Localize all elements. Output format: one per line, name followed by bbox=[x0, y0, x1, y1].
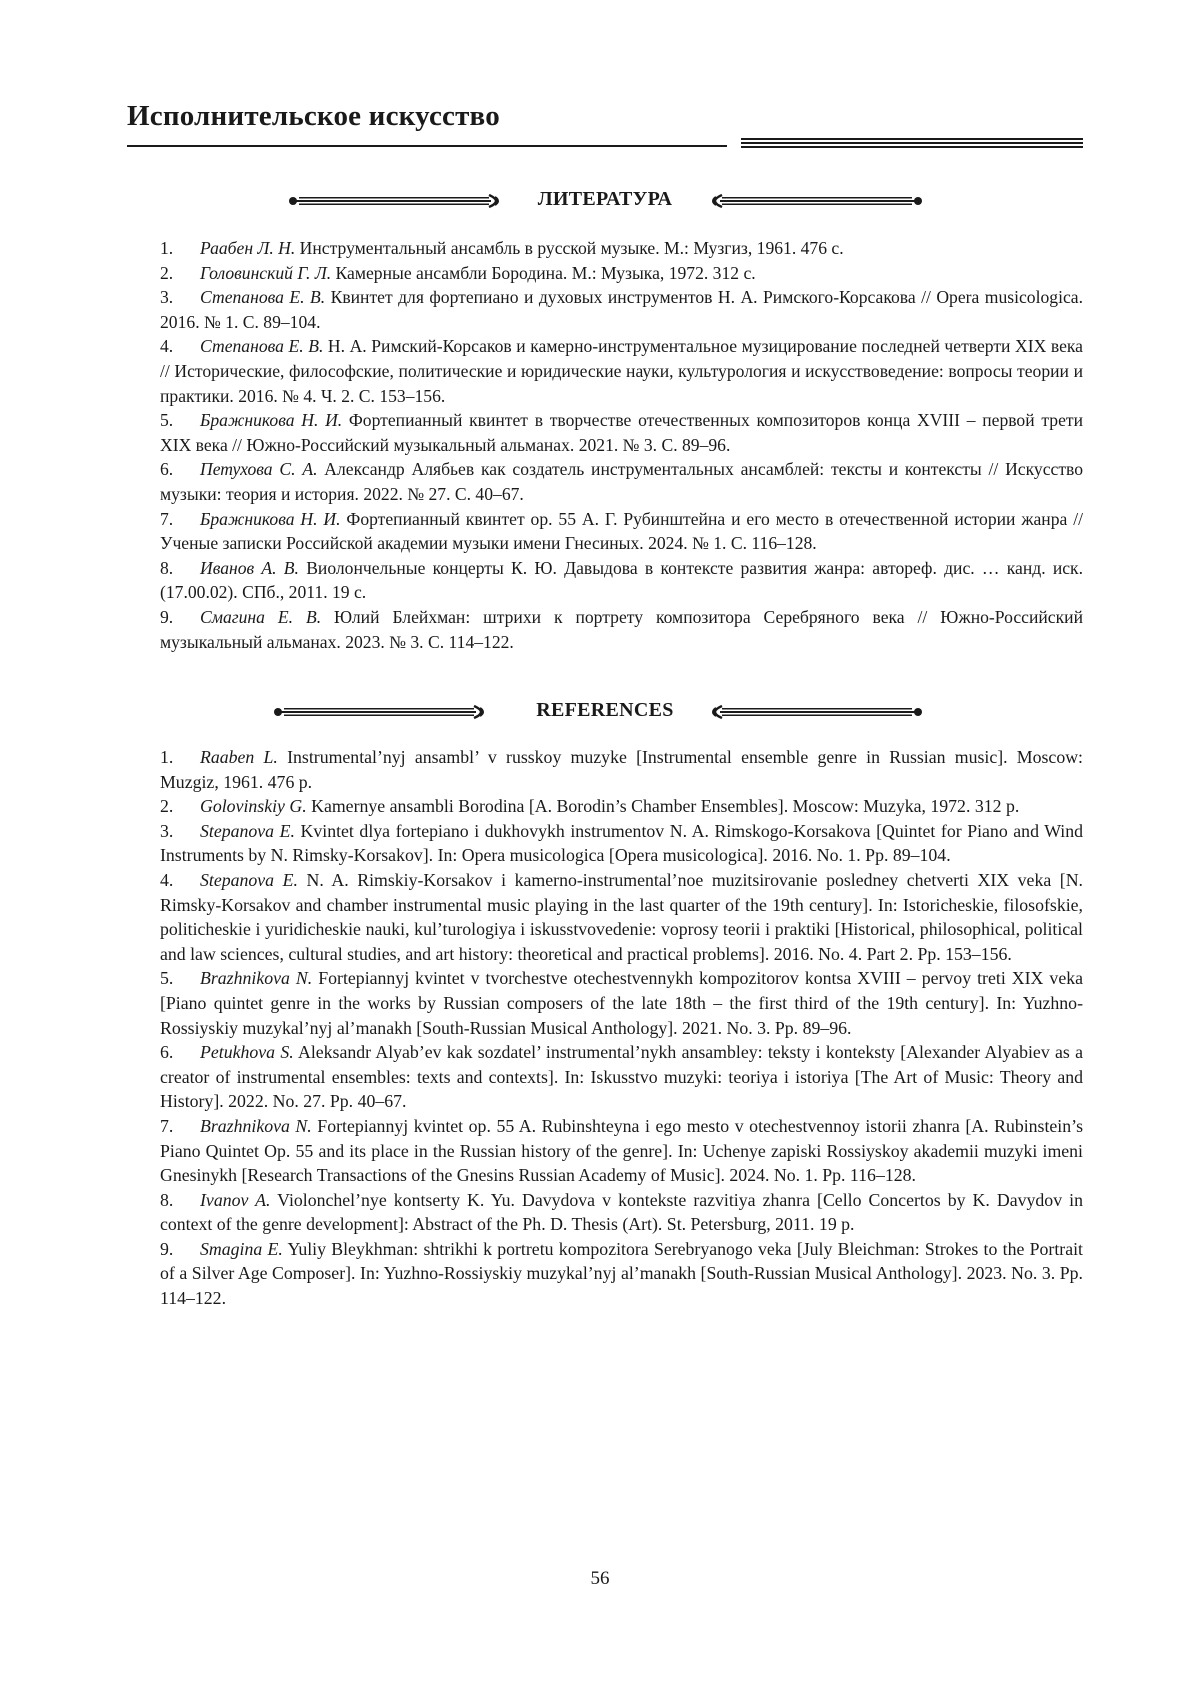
list-item: 4. Stepanova E. N. A. Rimskiy-Korsakov i kamerno-instrumental’noe muzitsirovanie posledney chetverti XIX veka [N. Rimsky-Korsakov and chamber instrumental music playing in the last quarter of the 19th century]. In: Istoricheskie, filosofskie, politicheskie i yuridicheskie nauki, kul’turologiya i iskusstvovedenie: voprosy teorii i praktiki [Historical, philosophical, political and law sciences, cultural studies, and art history: theoretical and practical problems]. 2016. No. 4. Part 2. Pp. 153–156. bbox=[160, 869, 1084, 964]
reference-list-ru bbox=[160, 236, 1083, 654]
list-item: 7. Бражникова Н. И. Фортепианный квинтет op. 55 А. Г. Рубинштейна и его место в отечественной истории жанра // Ученые записки Российской академии музыки имени Гнесиных. 2024. № 1. С. 116–128. bbox=[160, 508, 1083, 554]
list-item: 9. Smagina E. Yuliy Bleykhman: shtrikhi k portretu kompozitora Serebryanogo veka [July Bleichman: Strokes to the Portrait of a Silver Age Composer]. In: Yuzhno-Rossiyskiy muzykal’nyj al’manakh [South-Russian Musical Anthology]. 2023. No. 3. Pp. 114–122. bbox=[160, 1238, 1083, 1309]
list-item: 7. Brazhnikova N. Fortepiannyj kvintet op. 55 A. Rubinshteyna i ego mesto v otechestvennoy istorii zhanra [A. Rubinstein’s Piano Quintet Op. 55 and its place in the Russian history of the genre]. In: Uchenye zapiski Rossiyskoy akademii muzyki imeni Gnesinykh [Research Transactions of the Gnesins Russian Academy of Music]. 2024. No. 1. Pp. 116–128. bbox=[160, 1115, 1083, 1186]
right-ornament-icon bbox=[702, 192, 924, 210]
list-item: 6. Петухова С. А. Александр Алябьев как создатель инструментальных ансамблей: тексты и контексты // Искусство музыки: теория и история. 2022. № 27. С. 40–67. bbox=[160, 459, 1084, 504]
page-number: 56 bbox=[590, 1568, 610, 1589]
running-header-title: Исполнительское искусство bbox=[127, 100, 500, 132]
header-rule-thick-1 bbox=[741, 138, 1083, 140]
list-item: 3. Степанова Е. В. Квинтет для фортепиано и духовых инструментов Н. А. Римского-Корсакова // Opera musicologica. 2016. № 1. С. 89–104. bbox=[160, 287, 1083, 332]
section-heading-references bbox=[127, 697, 1083, 727]
header-rule-thick-3 bbox=[741, 146, 1083, 148]
list-item: 5. Brazhnikova N. Fortepiannyj kvintet v tvorchestve otechestvennykh kompozitorov kontsa XVIII – pervoy treti XIX veka [Piano quintet genre in the works by Russian composers of the late 18th – the first third of the 19th century]. In: Yuzhno-Rossiyskiy muzykal’nyj al’manakh [South-Russian Musical Anthology]. 2021. No. 3. Pp. 89–96. bbox=[160, 968, 1083, 1038]
list-item: 3. Stepanova E. Kvintet dlya fortepiano i dukhovykh instrumentov N. A. Rimskogo-Korsakova [Quintet for Piano and Wind Instruments by N. Rimsky-Korsakov]. In: Opera musicologica [Opera musicologica]. 2016. No. 1. Pp. 89–104. bbox=[160, 820, 1083, 866]
header-rule-thin bbox=[127, 145, 727, 147]
list-item: 4. Степанова Е. В. Н. А. Римский-Корсаков и камерно-инструментальное музицирование последней четверти XIX века // Исторические, философские, политические и юридические науки, культурология и искусствоведение: вопросы теории и практики. 2016. № 4. Ч. 2. С. 153–156. bbox=[160, 336, 1083, 406]
list-item: 8. Ivanov A. Violonchel’nye kontserty K. Yu. Davydova v kontekste razvitiya zhanra [Cello Concertos by K. Davydov in context of the genre development]: Abstract of the Ph. D. Thesis (Art). St. Petersburg, 2011. 19 p. bbox=[160, 1189, 1083, 1235]
right-ornament-icon bbox=[702, 703, 924, 721]
list-item: 8. Иванов А. В. Виолончельные концерты К. Ю. Давыдова в контексте развития жанра: автореф. дис. … канд. иск. (17.00.02). СПб., 2011. 19 с. bbox=[160, 557, 1083, 603]
section-heading-literatura bbox=[127, 186, 1083, 216]
reference-list-en bbox=[160, 745, 1083, 1311]
section-heading-label: ЛИТЕРАТУРА bbox=[537, 188, 673, 210]
list-item: 9. Смагина Е. В. Юлий Блейхман: штрихи к портрету композитора Серебряного века // Южно-Российский музыкальный альманах. 2023. № 3. С. 114–122. bbox=[160, 606, 1083, 652]
list-item: 2. Головинский Г. Л. Камерные ансамбли Бородина. М.: Музыка, 1972. 312 с. bbox=[160, 262, 756, 283]
list-item: 1. Раабен Л. Н. Инструментальный ансамбль в русской музыке. М.: Музгиз, 1961. 476 с. bbox=[160, 238, 844, 258]
list-item: 6. Petukhova S. Aleksandr Alyab’ev kak sozdatel’ instrumental’nykh ansambley: teksty i konteksty [Alexander Alyabiev as a creator of instrumental ensembles: texts and contexts]. In: Iskusstvo muzyki: teoriya i istoriya [The Art of Music: Theory and History]. 2022. No. 27. Pp. 40–67. bbox=[160, 1042, 1083, 1112]
list-item: 5. Бражникова Н. И. Фортепианный квинтет в творчестве отечественных композиторов конца XVIII – первой трети XIX века // Южно-Российский музыкальный альманах. 2021. № 3. С. 89–96. bbox=[160, 410, 1083, 455]
header-rule-thick-2 bbox=[741, 142, 1083, 144]
section-heading-label: REFERENCES bbox=[536, 699, 674, 721]
running-header bbox=[127, 100, 1083, 150]
list-item: 2. Golovinskiy G. Kamernye ansambli Borodina [A. Borodin’s Chamber Ensembles]. Moscow: Muzyka, 1972. 312 p. bbox=[160, 796, 1020, 817]
list-item: 1. Raaben L. Instrumental’nyj ansambl’ v russkoy muzyke [Instrumental ensemble genre in Russian music]. Moscow: Muzgiz, 1961. 476 p. bbox=[160, 747, 1083, 792]
